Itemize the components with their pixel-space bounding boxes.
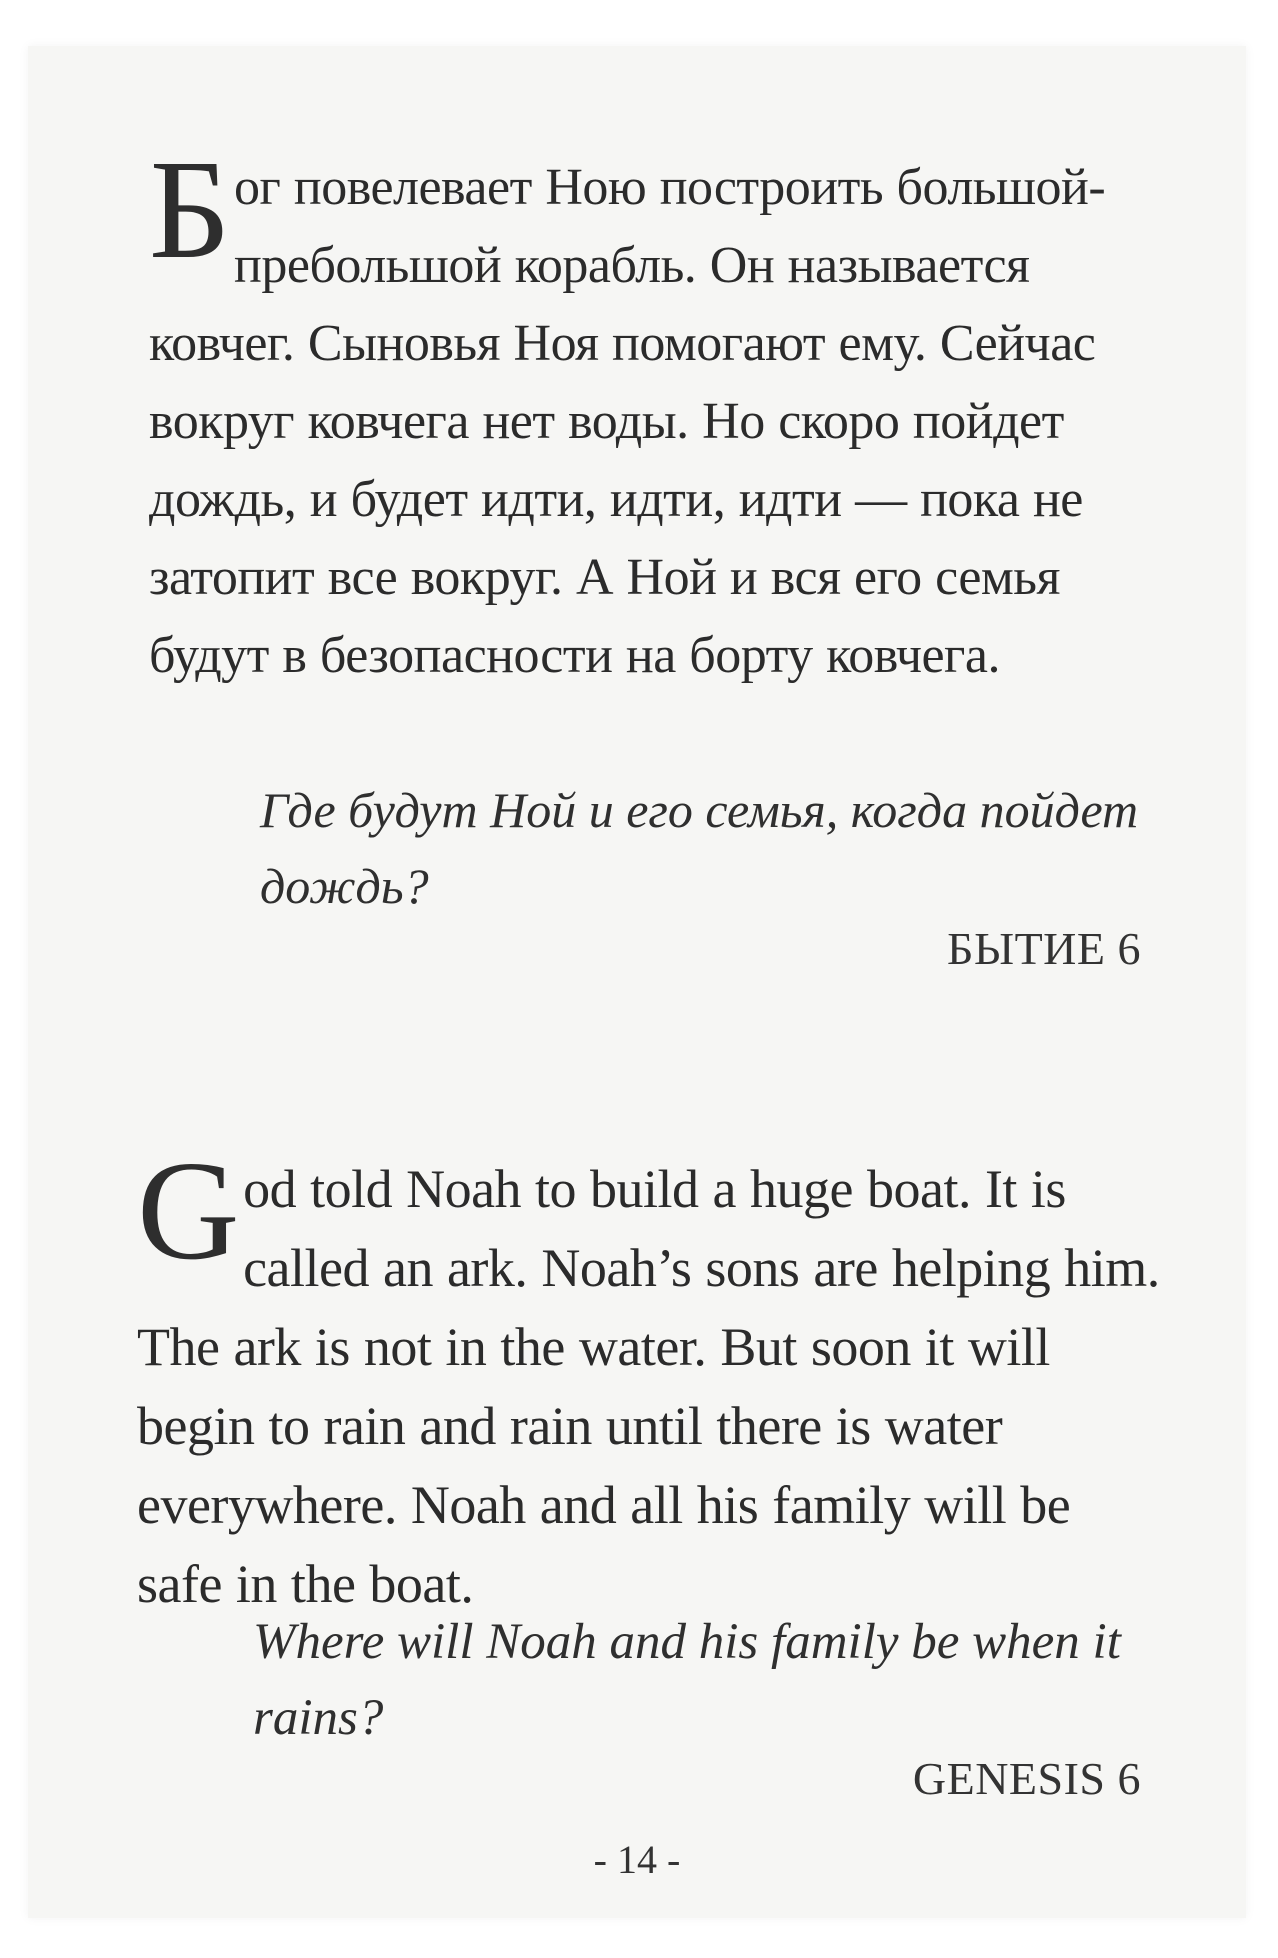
russian-paragraph	[149, 130, 1159, 695]
english-dropcap: G	[137, 1131, 240, 1289]
english-reference: GENESIS 6	[912, 1753, 1141, 1804]
russian-paragraph-text: ог повелевает Ною построить большой-пребольшой корабль. Он называется ковчег. Сыновья Ноя помогают ему. Сейчас вокруг ковчега нет воды. Но скоро пойдет дождь, и будет идти, идти, идти — пока не затопит все вокруг. А Ной и вся его семья будут в безопасности на борту ковчега.	[149, 159, 1106, 684]
english-question: Where will Noah and his family be when it rains?	[253, 1614, 1121, 1746]
book-page	[28, 46, 1246, 1918]
english-paragraph	[137, 1131, 1167, 1624]
russian-dropcap: Б	[149, 130, 231, 288]
russian-question: Где будут Ной и его семья, когда пойдет дождь?	[260, 782, 1139, 914]
page-number: - 14 -	[593, 1837, 681, 1882]
russian-reference: БЫТИЕ 6	[947, 923, 1141, 974]
english-paragraph-text: od told Noah to build a huge boat. It is called an ark. Noah’s sons are helping him. The ark is not in the water. But soon it will begin to rain and rain until there is water everywhere. Noah and all his family will be safe in the boat.	[137, 1159, 1160, 1614]
